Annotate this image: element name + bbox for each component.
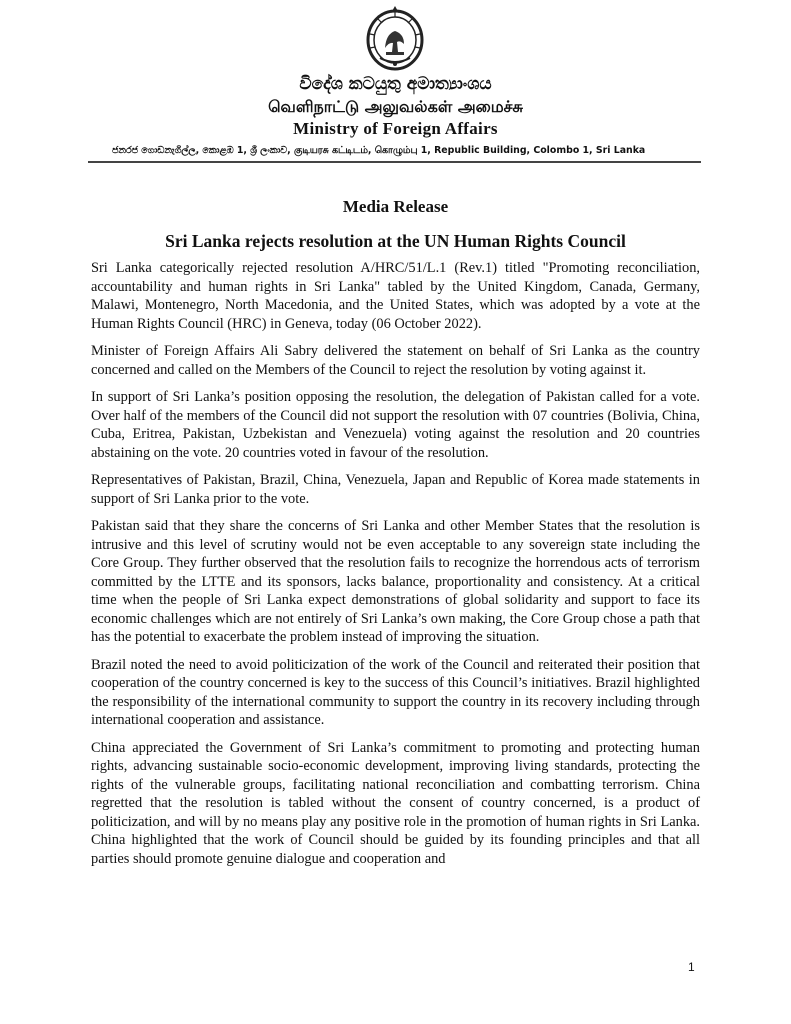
ministry-name-tamil: வெளிநாட்டு அலுவல்கள் அமைச்சு [268, 97, 523, 116]
document-heading: Media Release [342, 197, 449, 216]
body-paragraph: Representatives of Pakistan, Brazil, China, Venezuela, Japan and Republic of Korea made statements in support of Sri Lanka prior to the vote. [91, 472, 700, 507]
document-body [91, 259, 700, 868]
document-title: Sri Lanka rejects resolution at the UN Human Rights Council [165, 231, 626, 251]
body-paragraph: Brazil noted the need to avoid politicization of the work of the Council and reiterated their position that cooperation of the country concerned is key to the success of this Council’s initiatives. Brazil highlighted the responsibility of the international community to support the country in its recovery including through international cooperation and assistance. [91, 656, 700, 728]
page-number: 1 [688, 960, 695, 974]
body-paragraph: Minister of Foreign Affairs Ali Sabry delivered the statement on behalf of Sri Lanka as the country concerned and called on the Members of the Council to reject the resolution by voting against it. [91, 343, 700, 378]
ministry-name-english: Ministry of Foreign Affairs [293, 119, 498, 138]
body-paragraph: Pakistan said that they share the concerns of Sri Lanka and other Member States that the resolution is intrusive and this level of scrutiny would not be even acceptable to any sovereign state including the Core Group. They further observed that the resolution fails to recognize the horrendous acts of terrorism committed by the LTTE and its sponsors, lacks balance, proportionality and consistency. At a critical time when the people of Sri Lanka expect demonstrations of global solidarity and support to face its economic challenges which are not entirely of Sri Lanka’s own making, the Core Group chose a path that has the potential to exacerbate the problem instead of improving the situation. [91, 518, 700, 645]
ministry-name-sinhala: විදේශ කටයුතු අමාත්‍යාංශය [299, 74, 492, 94]
body-paragraph: China appreciated the Government of Sri Lanka’s commitment to promoting and protecting human rights, advancing sustainable socio-economic development, improving living standards, protecting the rights of the vulnerable groups, facilitating national reconciliation and combatting terrorism. China regretted that the resolution is tabled without the consent of country concerned, is a product of politicization, and will by no means play any positive role in the promotion of human rights in Sri Lanka. China highlighted that the work of Council should be guided by its founding principles and that all parties should promote genuine dialogue and cooperation and [91, 739, 700, 867]
body-paragraph: In support of Sri Lanka’s position opposing the resolution, the delegation of Pakistan called for a vote. Over half of the members of the Council did not support the resolution with 07 countries (Bolivia, China, Cuba, Eritrea, Pakistan, Uzbekistan and Venezuela) voting against the resolution and 20 countries abstaining on the vote. 20 countries voted in favour of the resolution. [91, 389, 700, 461]
letterhead-divider [88, 161, 701, 163]
ministry-address: ජනරජ ගොඩනැගිල්ල, කොළඹ 1, ශ්‍රී ලංකාව, குடியரசு கட்டிடம், கொழும்பு 1, Republic Building, Colombo 1, Sri Lanka [112, 145, 646, 156]
national-emblem-icon [364, 4, 426, 72]
body-paragraph: Sri Lanka categorically rejected resolution A/HRC/51/L.1 (Rev.1) titled "Promoting reconciliation, accountability and human rights in Sri Lanka" tabled by the United Kingdom, Canada, Germany, Malawi, Montenegro, North Macedonia, and the United States, which was adopted by a vote at the Human Rights Council (HRC) in Geneva, today (06 October 2022). [91, 260, 700, 332]
